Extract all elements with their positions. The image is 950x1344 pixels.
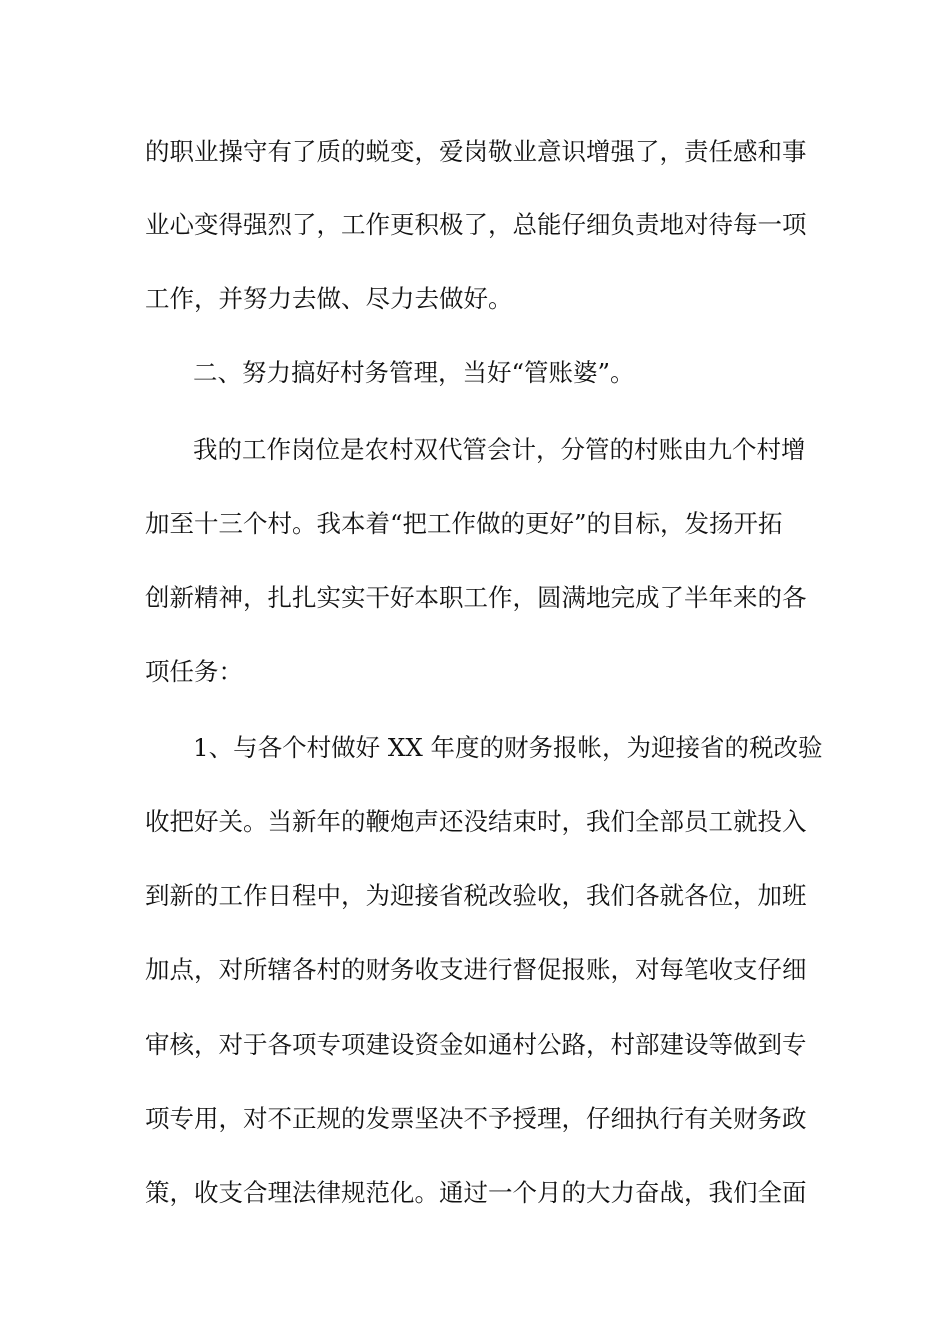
paragraph-line [0,876,950,916]
paragraph-line [0,430,950,470]
text-line-12: 加点，对所辖各村的财务收支进行督促报账，对每笔收支仔细 [145,955,807,984]
paragraph-line [0,578,950,618]
text-line-13: 审核，对于各项专项建设资金如通村公路，村部建设等做到专 [145,1030,807,1059]
text-line-1: 的职业操守有了质的蜕变，爱岗敬业意识增强了，责任感和事 [145,137,807,166]
text-line-8: 项任务： [145,657,243,686]
paragraph-line [0,950,950,990]
text-line-2: 业心变得强烈了，工作更积极了，总能仔细负责地对待每一项 [145,210,807,239]
text-line-11: 到新的工作日程中，为迎接省税改验收，我们各就各位，加班 [145,881,807,910]
paragraph-line [0,1099,950,1139]
text-line-6: 加至十三个村。我本着“把工作做的更好”的目标，发扬开拓 [145,509,783,538]
paragraph-line [0,205,950,245]
text-line-5: 我的工作岗位是农村双代管会计，分管的村账由九个村增 [193,435,806,464]
text-line-14: 项专用，对不正规的发票坚决不予授理，仔细执行有关财务政 [145,1104,807,1133]
text-line-15: 策，收支合理法律规范化。通过一个月的大力奋战，我们全面 [145,1178,807,1207]
paragraph-line [0,1173,950,1213]
paragraph-line [0,802,950,842]
text-line-3: 工作，并努力去做、尽力去做好。 [145,284,513,313]
paragraph-line [0,728,950,768]
paragraph-line [0,132,950,172]
paragraph-line [0,1025,950,1065]
section-heading-text: 二、努力搞好村务管理，当好“管账婆”。 [193,358,635,387]
paragraph-line [0,279,950,319]
paragraph-line [0,652,950,692]
text-line-10: 收把好关。当新年的鞭炮声还没结束时，我们全部员工就投入 [145,807,807,836]
section-heading [0,353,950,393]
paragraph-line [0,504,950,544]
text-line-9: 1、与各个村做好 XX 年度的财务报帐，为迎接省的税改验 [193,733,823,762]
text-line-7: 创新精神，扎扎实实干好本职工作，圆满地完成了半年来的各 [145,583,807,612]
